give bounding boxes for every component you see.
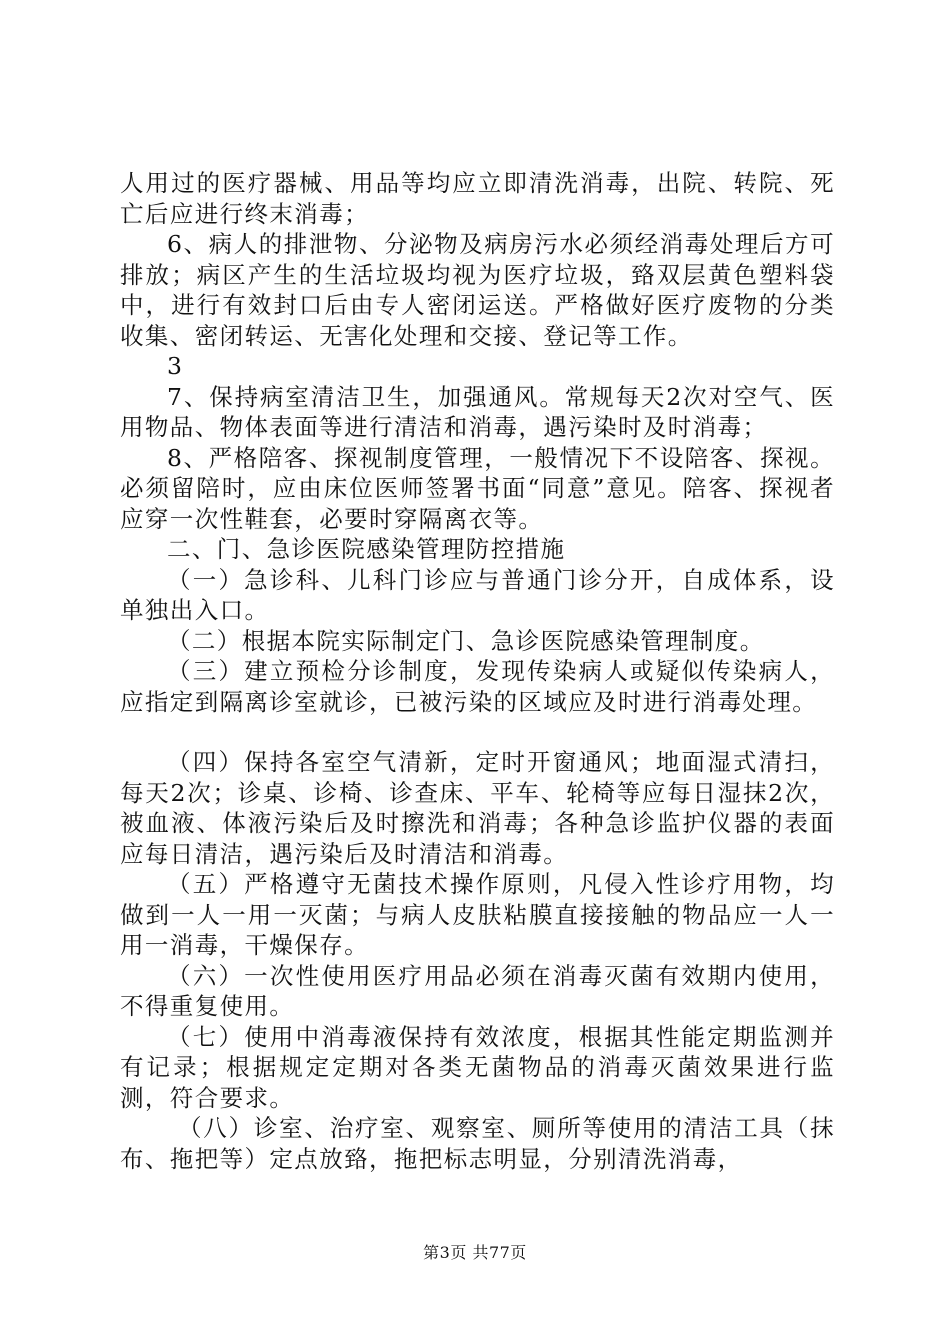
paragraph-7: （三）建立预检分诊制度，发现传染病人或疑似传染病人，应指定到隔离诊室就诊，已被污染的区域应及时进行消毒处理。 — [120, 657, 835, 716]
document-body — [120, 168, 835, 1174]
paragraph-3: 7、保持病室清洁卫生，加强通风。常规每天2次对空气、医用物品、物体表面等进行清洁和消毒，遇污染时及时消毒； — [120, 382, 835, 441]
section-heading: 二、门、急诊医院感染管理防控措施 — [167, 535, 566, 563]
paragraph-6: （二）根据本院实际制定门、急诊医院感染管理制度。 — [167, 626, 765, 655]
paragraph-10: （六）一次性使用医疗用品必须在消毒灭菌有效期内使用，不得重复使用。 — [120, 961, 835, 1020]
paragraph-11: （七）使用中消毒液保持有效浓度，根据其性能定期监测并有记录；根据规定定期对各类无菌物品的消毒灭菌效果进行监测，符合要求。 — [120, 1022, 835, 1112]
page-number-marker: 3 — [167, 352, 184, 380]
paragraph-12: （八）诊室、治疗室、观察室、厕所等使用的清洁工具（抹布、拖把等）定点放臵，拖把标志明显，分别清洗消毒， — [120, 1114, 835, 1173]
paragraph-9: （五）严格遵守无菌技术操作原则，凡侵入性诊疗用物，均做到一人一用一灭菌；与病人皮肤粘膜直接接触的物品应一人一用一消毒，干燥保存。 — [120, 870, 835, 959]
paragraph-1: 人用过的医疗器械、用品等均应立即清洗消毒，出院、转院、死亡后应进行终末消毒； — [120, 169, 835, 228]
page-footer: 第3页 共77页 — [423, 1243, 527, 1262]
paragraph-5: （一）急诊科、儿科门诊应与普通门诊分开，自成体系，设单独出入口。 — [120, 565, 835, 624]
paragraph-8: （四）保持各室空气清新，定时开窗通风；地面湿式清扫，每天2次；诊桌、诊椅、诊查床、平车、轮椅等应每日湿抹2次，被血液、体液污染后及时擦洗和消毒；各种急诊监护仪器的表面应每日清洁，遇污染后及时清洁和消毒。 — [120, 748, 835, 868]
paragraph-4: 8、严格陪客、探视制度管理，一般情况下不设陪客、探视。必须留陪时，应由床位医师签署书面“同意”意见。陪客、探视者应穿一次性鞋套，必要时穿隔离衣等。 — [120, 443, 835, 533]
blank-line — [120, 717, 835, 747]
paragraph-2: 6、病人的排泄物、分泌物及病房污水必须经消毒处理后方可排放；病区产生的生活垃圾均视为医疗垃圾，臵双层黄色塑料袋中，进行有效封口后由专人密闭运送。严格做好医疗废物的分类收集、密闭转运、无害化处理和交接、登记等工作。 — [120, 230, 835, 350]
